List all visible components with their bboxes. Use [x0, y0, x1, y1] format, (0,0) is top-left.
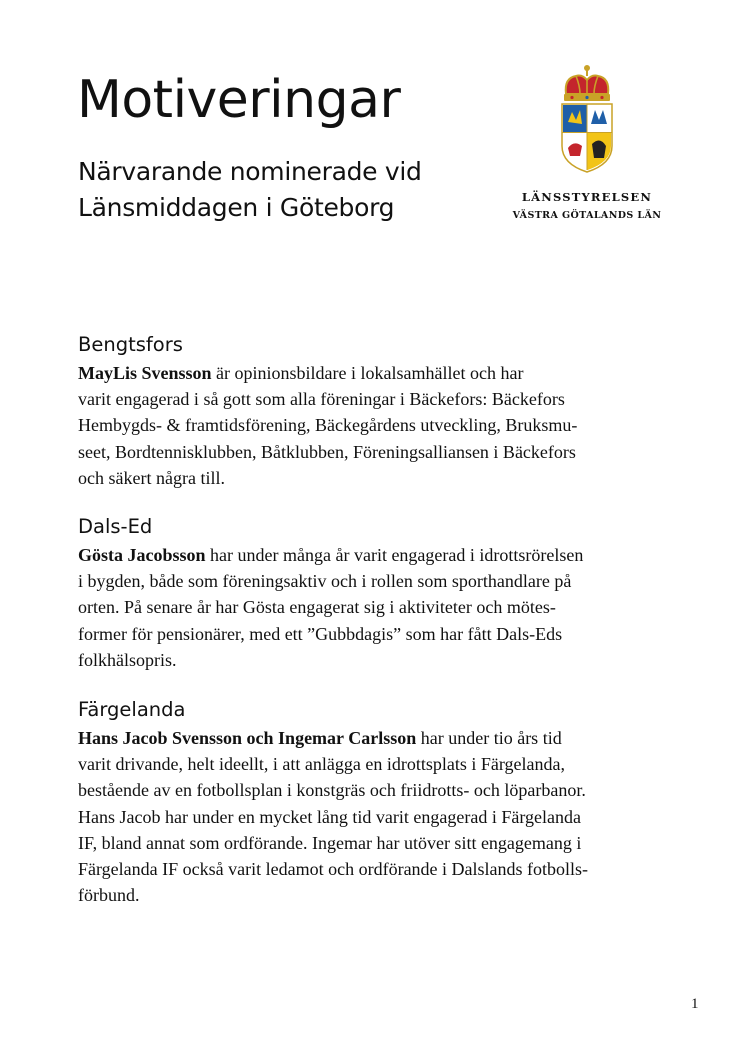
- page-title: Motiveringar: [77, 70, 401, 130]
- section-paragraph: [78, 360, 698, 491]
- paragraph-line: IF, bland annat som ordförande. Ingemar har utöver sitt engagemang i: [78, 832, 582, 853]
- paragraph-line: varit engagerad i så gott som alla föreningar i Bäckefors: Bäckefors: [78, 389, 565, 410]
- paragraph-line: varit drivande, helt ideellt, i att anlägga en idrottsplats i Färgelanda,: [78, 754, 566, 775]
- lansstyrelsen-logo: [503, 64, 671, 228]
- paragraph-line: bestående av en fotbollsplan i konstgräs och friidrotts- och löparbanor.: [78, 780, 586, 801]
- org-region: VÄSTRA GÖTALANDS LÄN: [512, 210, 662, 221]
- nominee-name: Gösta Jacobsson: [78, 545, 206, 565]
- line-text: är opinionsbildare i lokalsamhället och har: [211, 363, 524, 383]
- paragraph-line: Hembygds- & framtidsförening, Bäckegårdens utveckling, Bruksmu-: [78, 415, 578, 436]
- paragraph-line: förbund.: [78, 885, 140, 906]
- paragraph-line: folkhälsopris.: [78, 649, 177, 670]
- paragraph-line: [78, 725, 698, 751]
- paragraph-line: och säkert några till.: [78, 467, 225, 488]
- section-heading: Dals-Ed: [78, 515, 153, 538]
- section-heading: Bengtsfors: [78, 333, 183, 356]
- nominee-name: Hans Jacob Svensson och Ingemar Carlsson: [78, 728, 417, 748]
- line-text: har under tio års tid: [416, 728, 562, 748]
- section-paragraph: [78, 542, 698, 673]
- subtitle-line: Närvarande nominerade vid: [78, 157, 422, 186]
- coat-of-arms-icon: [558, 64, 616, 174]
- paragraph-line: i bygden, både som föreningsaktiv och i rollen som sporthandlare på: [78, 571, 572, 592]
- subtitle-line: Länsmiddagen i Göteborg: [78, 193, 395, 222]
- page-number: 1: [691, 996, 699, 1012]
- paragraph-line: former för pensionärer, med ett ”Gubbdagis” som har fått Dals-Eds: [78, 623, 563, 644]
- paragraph-line: [78, 360, 698, 386]
- section-bengtsfors: [78, 332, 698, 491]
- paragraph-line: Hans Jacob har under en mycket lång tid varit engagerad i Färgelanda: [78, 806, 581, 827]
- paragraph-line: seet, Bordtennisklubben, Båtklubben, Föreningsalliansen i Bäckefors: [78, 441, 576, 462]
- line-text: har under många år varit engagerad i idrottsrörelsen: [205, 545, 584, 565]
- section-paragraph: [78, 725, 698, 908]
- section-heading: Färgelanda: [78, 698, 186, 721]
- paragraph-line: orten. På senare år har Gösta engagerat sig i aktiviteter och mötes-: [78, 597, 556, 618]
- section-dals-ed: [78, 514, 698, 673]
- section-fargelanda: [78, 697, 698, 908]
- paragraph-line: [78, 542, 698, 568]
- paragraph-line: Färgelanda IF också varit ledamot och ordförande i Dalslands fotbolls-: [78, 859, 589, 880]
- nominee-name: MayLis Svensson: [78, 363, 212, 383]
- page-subtitle: [78, 154, 422, 226]
- org-name: LÄNSSTYRELSEN: [521, 190, 653, 204]
